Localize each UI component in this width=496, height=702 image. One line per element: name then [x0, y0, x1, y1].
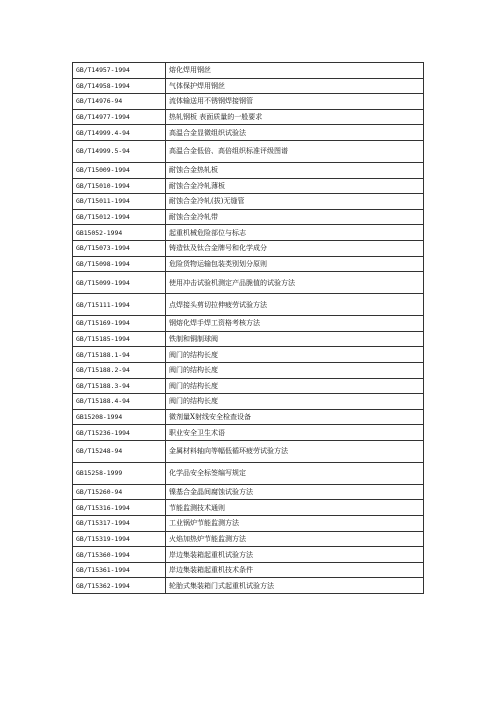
standard-title-cell: 点焊接头剪切拉伸疲劳试验方法 [166, 294, 424, 316]
standard-title-cell: 岸边集装箱起重机试验方法 [166, 547, 424, 563]
table-row [73, 94, 424, 110]
standard-title-cell: 铸造钛及钛合金牌号和化学成分 [166, 240, 424, 256]
standard-title-cell: 耐蚀合金冷轧(拔)无缝管 [166, 194, 424, 210]
standard-code-cell: GB/T15188.2-94 [73, 362, 166, 378]
table-row [73, 162, 424, 178]
standard-code-cell: GB/T15073-1994 [73, 240, 166, 256]
table-row [73, 63, 424, 79]
standard-title-cell: 阀门的结构长度 [166, 378, 424, 394]
standard-title-cell: 阀门的结构长度 [166, 362, 424, 378]
standard-code-cell: GB/T15011-1994 [73, 194, 166, 210]
table-row [73, 531, 424, 547]
table-row [73, 484, 424, 500]
table-row [73, 440, 424, 462]
standard-title-cell: 职业安全卫生术语 [166, 425, 424, 441]
standard-title-cell: 气体保护焊用钢丝 [166, 78, 424, 94]
standard-code-cell: GB/T15362-1994 [73, 578, 166, 594]
standard-title-cell: 熔化焊用钢丝 [166, 63, 424, 79]
standard-title-cell: 高温合金低倍、高倍组织标准评级图谱 [166, 140, 424, 162]
standard-title-cell: 流体输送用不锈钢焊接钢管 [166, 94, 424, 110]
standard-code-cell: GB/T15012-1994 [73, 209, 166, 225]
standard-code-cell: GB/T15010-1994 [73, 178, 166, 194]
standard-code-cell: GB/T15319-1994 [73, 531, 166, 547]
table-row [73, 562, 424, 578]
standard-title-cell: 铁制和铜制球阀 [166, 331, 424, 347]
standard-title-cell: 热轧钢板 表面质量的一般要求 [166, 109, 424, 125]
standard-title-cell: 节能监测技术通则 [166, 500, 424, 516]
standard-code-cell: GB/T15188.4-94 [73, 394, 166, 410]
standard-title-cell: 耐蚀合金热轧板 [166, 162, 424, 178]
standard-code-cell: GB/T15169-1994 [73, 316, 166, 332]
standard-title-cell: 轮胎式集装箱门式起重机试验方法 [166, 578, 424, 594]
table-row [73, 294, 424, 316]
standard-code-cell: GB/T15248-94 [73, 440, 166, 462]
standard-code-cell: GB/T15188.1-94 [73, 347, 166, 363]
standard-code-cell: GB/T15260-94 [73, 484, 166, 500]
table-row [73, 331, 424, 347]
table-row [73, 178, 424, 194]
standard-code-cell: GB/T15316-1994 [73, 500, 166, 516]
table-row [73, 109, 424, 125]
standard-title-cell: 岸边集装箱起重机技术条件 [166, 562, 424, 578]
standards-table [72, 62, 424, 594]
table-row [73, 240, 424, 256]
standard-code-cell: GB/T15185-1994 [73, 331, 166, 347]
standard-title-cell: 钢熔化焊手焊工资格考核方法 [166, 316, 424, 332]
standard-title-cell: 危险货物运输包装类别划分原则 [166, 256, 424, 272]
standard-title-cell: 使用冲击试验机测定产品脆值的试验方法 [166, 272, 424, 294]
standard-title-cell: 微剂量X射线安全检查设备 [166, 409, 424, 425]
standard-title-cell: 镍基合金晶间腐蚀试验方法 [166, 484, 424, 500]
table-row [73, 516, 424, 532]
standard-code-cell: GB/T15188.3-94 [73, 378, 166, 394]
table-row [73, 256, 424, 272]
table-row [73, 362, 424, 378]
standard-code-cell: GB/T15360-1994 [73, 547, 166, 563]
standard-code-cell: GB/T15099-1994 [73, 272, 166, 294]
standard-title-cell: 工业锅炉节能监测方法 [166, 516, 424, 532]
table-row [73, 394, 424, 410]
table-row [73, 347, 424, 363]
table-row [73, 462, 424, 484]
table-row [73, 225, 424, 241]
table-row [73, 78, 424, 94]
standards-table-body [73, 63, 424, 594]
standard-code-cell: GB/T15009-1994 [73, 162, 166, 178]
standard-code-cell: GB15208-1994 [73, 409, 166, 425]
standard-title-cell: 火焰加热炉节能监测方法 [166, 531, 424, 547]
standard-code-cell: GB/T14999.4-94 [73, 125, 166, 141]
standard-title-cell: 高温合金显微组织试验法 [166, 125, 424, 141]
standard-code-cell: GB/T15098-1994 [73, 256, 166, 272]
standard-title-cell: 耐蚀合金冷轧薄板 [166, 178, 424, 194]
table-row [73, 378, 424, 394]
standard-title-cell: 耐蚀合金冷轧带 [166, 209, 424, 225]
table-row [73, 316, 424, 332]
table-row [73, 272, 424, 294]
standard-code-cell: GB/T15317-1994 [73, 516, 166, 532]
standard-code-cell: GB/T15236-1994 [73, 425, 166, 441]
standard-code-cell: GB/T14999.5-94 [73, 140, 166, 162]
standard-code-cell: GB15258-1999 [73, 462, 166, 484]
standard-code-cell: GB/T14976-94 [73, 94, 166, 110]
standard-title-cell: 阀门的结构长度 [166, 394, 424, 410]
table-row [73, 140, 424, 162]
standard-title-cell: 起重机械危险部位与标志 [166, 225, 424, 241]
table-row [73, 425, 424, 441]
table-row [73, 500, 424, 516]
table-row [73, 578, 424, 594]
standard-code-cell: GB15052-1994 [73, 225, 166, 241]
standard-title-cell: 化学品安全标签编写规定 [166, 462, 424, 484]
standard-code-cell: GB/T14977-1994 [73, 109, 166, 125]
standard-code-cell: GB/T15111-1994 [73, 294, 166, 316]
standard-title-cell: 阀门的结构长度 [166, 347, 424, 363]
standard-code-cell: GB/T14957-1994 [73, 63, 166, 79]
table-row [73, 409, 424, 425]
standard-code-cell: GB/T15361-1994 [73, 562, 166, 578]
table-row [73, 209, 424, 225]
table-row [73, 194, 424, 210]
standard-code-cell: GB/T14958-1994 [73, 78, 166, 94]
table-row [73, 125, 424, 141]
standard-title-cell: 金属材料轴向等幅低循环疲劳试验方法 [166, 440, 424, 462]
table-row [73, 547, 424, 563]
